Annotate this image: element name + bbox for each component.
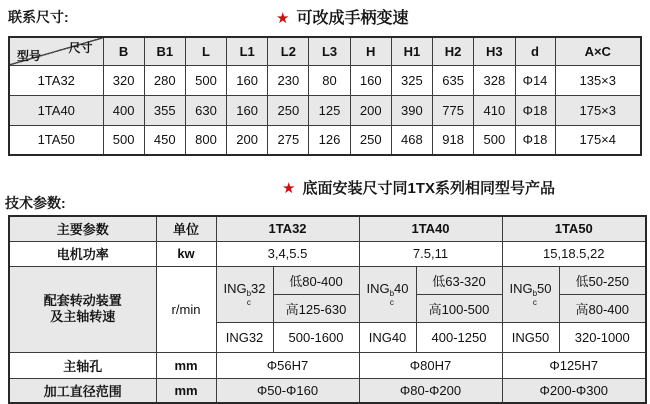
gearbox-prefix: ING bbox=[509, 280, 533, 296]
cell: 175×4 bbox=[555, 125, 641, 155]
dimensions-table bbox=[8, 36, 642, 156]
cell: 200 bbox=[227, 125, 268, 155]
corner-label-model: 型号 bbox=[17, 48, 42, 63]
cell: 160 bbox=[227, 95, 268, 125]
cell: 230 bbox=[268, 65, 309, 95]
speed-label-line1: 配套转动装置 bbox=[43, 292, 122, 308]
cell: 400 bbox=[103, 95, 144, 125]
dimensions-header-row bbox=[9, 37, 641, 65]
star-icon: ★ bbox=[282, 180, 296, 197]
note-mounting-dimensions bbox=[282, 177, 555, 198]
cell: 355 bbox=[144, 95, 185, 125]
gearbox-prefix: ING bbox=[223, 280, 247, 296]
spindle-bore-1ta50: Φ125H7 bbox=[502, 352, 646, 378]
cell: 125 bbox=[309, 95, 350, 125]
spindle-bore-label: 主轴孔 bbox=[9, 352, 156, 378]
cell: 635 bbox=[433, 65, 474, 95]
parameters-header-row bbox=[9, 216, 646, 241]
section-title-dimensions: 联系尺寸: bbox=[8, 9, 69, 25]
cell: 630 bbox=[185, 95, 226, 125]
cell: 200 bbox=[350, 95, 391, 125]
header-1ta50: 1TA50 bbox=[502, 216, 646, 241]
speed-label-line2: 及主轴转速 bbox=[50, 309, 116, 324]
gearbox-single-1ta50: ING50 bbox=[502, 322, 559, 352]
model-cell: 1TA32 bbox=[9, 65, 103, 95]
cell: Φ18 bbox=[515, 125, 555, 155]
col-header-H1: H1 bbox=[391, 37, 432, 65]
gearbox-dual-1ta40 bbox=[359, 266, 416, 322]
col-header-B1: B1 bbox=[144, 37, 185, 65]
cell: 275 bbox=[268, 125, 309, 155]
motor-power-unit: kw bbox=[156, 241, 216, 266]
gearbox-size: 50 bbox=[537, 280, 552, 296]
motor-power-1ta32: 3,4,5.5 bbox=[216, 241, 359, 266]
speed-low-1ta32: 低80-400 bbox=[273, 266, 359, 294]
note-mounting-text: 底面安装尺寸同1TX系列相同型号产品 bbox=[302, 180, 555, 197]
col-header-B: B bbox=[103, 37, 144, 65]
cell: 280 bbox=[144, 65, 185, 95]
cell: Φ18 bbox=[515, 95, 555, 125]
col-header-d: d bbox=[515, 37, 555, 65]
cell: 160 bbox=[227, 65, 268, 95]
col-header-H3: H3 bbox=[474, 37, 515, 65]
cell: 328 bbox=[474, 65, 515, 95]
parameters-table bbox=[8, 215, 647, 404]
corner-label-size: 尺寸 bbox=[68, 41, 93, 55]
gearbox-sup-sub: b c bbox=[246, 288, 252, 307]
header-1ta32: 1TA32 bbox=[216, 216, 359, 241]
speed-range-1ta32: 500-1600 bbox=[273, 322, 359, 352]
cell: 175×3 bbox=[555, 95, 641, 125]
header-main-params: 主要参数 bbox=[9, 216, 156, 241]
cell: 800 bbox=[185, 125, 226, 155]
work-range-1ta32: Φ50-Φ160 bbox=[216, 378, 359, 403]
header-unit: 单位 bbox=[156, 216, 216, 241]
motor-power-label: 电机功率 bbox=[9, 241, 156, 266]
speed-range-1ta50: 320-1000 bbox=[559, 322, 646, 352]
cell: 918 bbox=[433, 125, 474, 155]
cell: 126 bbox=[309, 125, 350, 155]
work-range-1ta50: Φ200-Φ300 bbox=[502, 378, 646, 403]
cell: 135×3 bbox=[555, 65, 641, 95]
gearbox-dual-1ta50 bbox=[502, 266, 559, 322]
cell: 80 bbox=[309, 65, 350, 95]
col-header-L3: L3 bbox=[309, 37, 350, 65]
section-title-parameters: 技术参数: bbox=[5, 195, 66, 211]
speed-low-1ta50: 低50-250 bbox=[559, 266, 646, 294]
gearbox-prefix: ING bbox=[366, 280, 390, 296]
gearbox-size: 40 bbox=[394, 280, 409, 296]
cell: 500 bbox=[474, 125, 515, 155]
gearbox-size: 32 bbox=[251, 280, 266, 296]
spindle-bore-1ta32: Φ56H7 bbox=[216, 352, 359, 378]
cell: 160 bbox=[350, 65, 391, 95]
header-1ta40: 1TA40 bbox=[359, 216, 502, 241]
cell: 325 bbox=[391, 65, 432, 95]
motor-power-1ta40: 7.5,11 bbox=[359, 241, 502, 266]
table-row-1ta32 bbox=[9, 65, 641, 95]
speed-low-row bbox=[9, 266, 646, 294]
table-row-1ta50 bbox=[9, 125, 641, 155]
gearbox-single-1ta32: ING32 bbox=[216, 322, 273, 352]
cell: 775 bbox=[433, 95, 474, 125]
col-header-L2: L2 bbox=[268, 37, 309, 65]
col-header-L1: L1 bbox=[227, 37, 268, 65]
cell: 450 bbox=[144, 125, 185, 155]
work-range-label: 加工直径范围 bbox=[9, 378, 156, 403]
cell: 390 bbox=[391, 95, 432, 125]
gearbox-single-1ta40: ING40 bbox=[359, 322, 416, 352]
speed-high-1ta50: 高80-400 bbox=[559, 294, 646, 322]
cell: 250 bbox=[350, 125, 391, 155]
corner-cell bbox=[9, 37, 103, 65]
speed-low-1ta40: 低63-320 bbox=[416, 266, 502, 294]
speed-label bbox=[9, 266, 156, 352]
col-header-H2: H2 bbox=[433, 37, 474, 65]
gearbox-sup-sub: b c bbox=[532, 288, 538, 307]
model-cell: 1TA50 bbox=[9, 125, 103, 155]
cell: 500 bbox=[103, 125, 144, 155]
spindle-bore-row bbox=[9, 352, 646, 378]
motor-power-1ta50: 15,18.5,22 bbox=[502, 241, 646, 266]
gearbox-dual-1ta32 bbox=[216, 266, 273, 322]
col-header-AxC: A×C bbox=[555, 37, 641, 65]
model-cell: 1TA40 bbox=[9, 95, 103, 125]
cell: 320 bbox=[103, 65, 144, 95]
note-handle-speed bbox=[276, 5, 408, 28]
spindle-bore-unit: mm bbox=[156, 352, 216, 378]
spindle-bore-1ta40: Φ80H7 bbox=[359, 352, 502, 378]
cell: 468 bbox=[391, 125, 432, 155]
motor-power-row bbox=[9, 241, 646, 266]
speed-unit: r/min bbox=[156, 266, 216, 352]
cell: 250 bbox=[268, 95, 309, 125]
col-header-L: L bbox=[185, 37, 226, 65]
star-icon: ★ bbox=[276, 10, 290, 27]
speed-range-1ta40: 400-1250 bbox=[416, 322, 502, 352]
work-range-unit: mm bbox=[156, 378, 216, 403]
speed-high-1ta32: 高125-630 bbox=[273, 294, 359, 322]
cell: 410 bbox=[474, 95, 515, 125]
note-handle-speed-text: 可改成手柄变速 bbox=[296, 10, 409, 27]
col-header-H: H bbox=[350, 37, 391, 65]
speed-high-1ta40: 高100-500 bbox=[416, 294, 502, 322]
cell: Φ14 bbox=[515, 65, 555, 95]
work-range-row bbox=[9, 378, 646, 403]
cell: 500 bbox=[185, 65, 226, 95]
table-row-1ta40 bbox=[9, 95, 641, 125]
work-range-1ta40: Φ80-Φ200 bbox=[359, 378, 502, 403]
gearbox-sup-sub: b c bbox=[389, 288, 395, 307]
